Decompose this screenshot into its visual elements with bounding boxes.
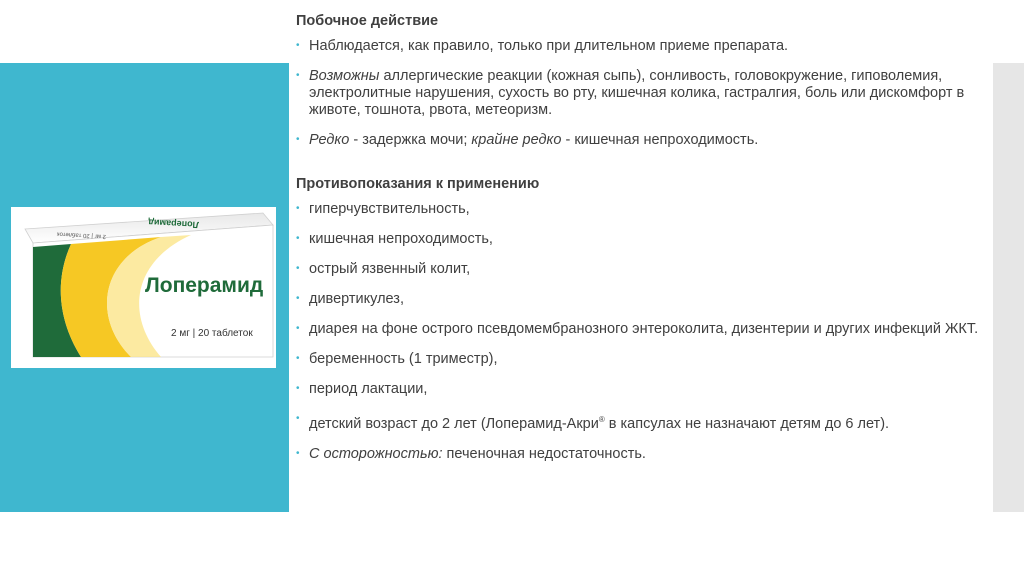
- box-top-dosage: 2 мг | 20 таблеток: [56, 230, 107, 239]
- list-item: • гиперчувствительность,: [296, 201, 470, 217]
- slide-content: [296, 13, 986, 476]
- list-item: • Редко - задержка мочи; крайне редко - кишечная непроходимость.: [296, 132, 759, 148]
- box-top-brand: Лоперамид: [147, 217, 200, 230]
- medicine-box-illustration: [11, 207, 276, 368]
- list-item: • диарея на фоне острого псевдомембранозного энтероколита, дизентерии и других инфекций ЖКТ.: [296, 321, 979, 337]
- list-item: • детский возраст до 2 лет (Лоперамид-Акри® в капсулах не назначают детям до 6 лет).: [296, 411, 986, 433]
- bullet-icon: •: [296, 323, 300, 334]
- box-brand: Лоперамид: [145, 274, 264, 297]
- list-item: • Наблюдается, как правило, только при длительном приеме препарата.: [296, 38, 789, 54]
- box-dosage: 2 мг | 20 таблеток: [171, 328, 253, 339]
- bullet-icon: •: [296, 383, 300, 394]
- bullet-icon: •: [296, 70, 300, 81]
- side-effects-heading: Побочное действие: [296, 13, 439, 29]
- list-item: • беременность (1 триместр),: [296, 351, 498, 367]
- list-item: • острый язвенный колит,: [296, 261, 471, 277]
- product-photo: [11, 207, 276, 368]
- bullet-icon: •: [296, 447, 300, 459]
- side-stripe: [993, 63, 1024, 512]
- bullet-icon: •: [296, 263, 300, 274]
- bullet-icon: •: [296, 40, 300, 51]
- bullet-icon: •: [296, 353, 300, 364]
- bullet-icon: •: [296, 203, 300, 214]
- list-item: • кишечная непроходимость,: [296, 231, 493, 247]
- list-item: • Возможны аллергические реакции (кожная сыпь), сонливость, головокружение, гиповолемия, электролитные нарушения, сухость во рту, кишечная колика, гастралгия, боль или дискомфорт в животе, тошнота, рвота, метеоризм.: [296, 68, 965, 118]
- bullet-icon: •: [296, 413, 300, 424]
- bullet-icon: •: [296, 134, 300, 145]
- list-item: • дивертикулез,: [296, 291, 404, 307]
- contraindications-heading: Противопоказания к применению: [296, 176, 540, 192]
- bullet-icon: •: [296, 233, 300, 244]
- list-item: • С осторожностью: печеночная недостаточность.: [296, 445, 646, 462]
- bullet-icon: •: [296, 293, 300, 304]
- side-effects-list: [296, 38, 986, 149]
- contraindications-list: [296, 201, 986, 463]
- list-item: • период лактации,: [296, 381, 428, 397]
